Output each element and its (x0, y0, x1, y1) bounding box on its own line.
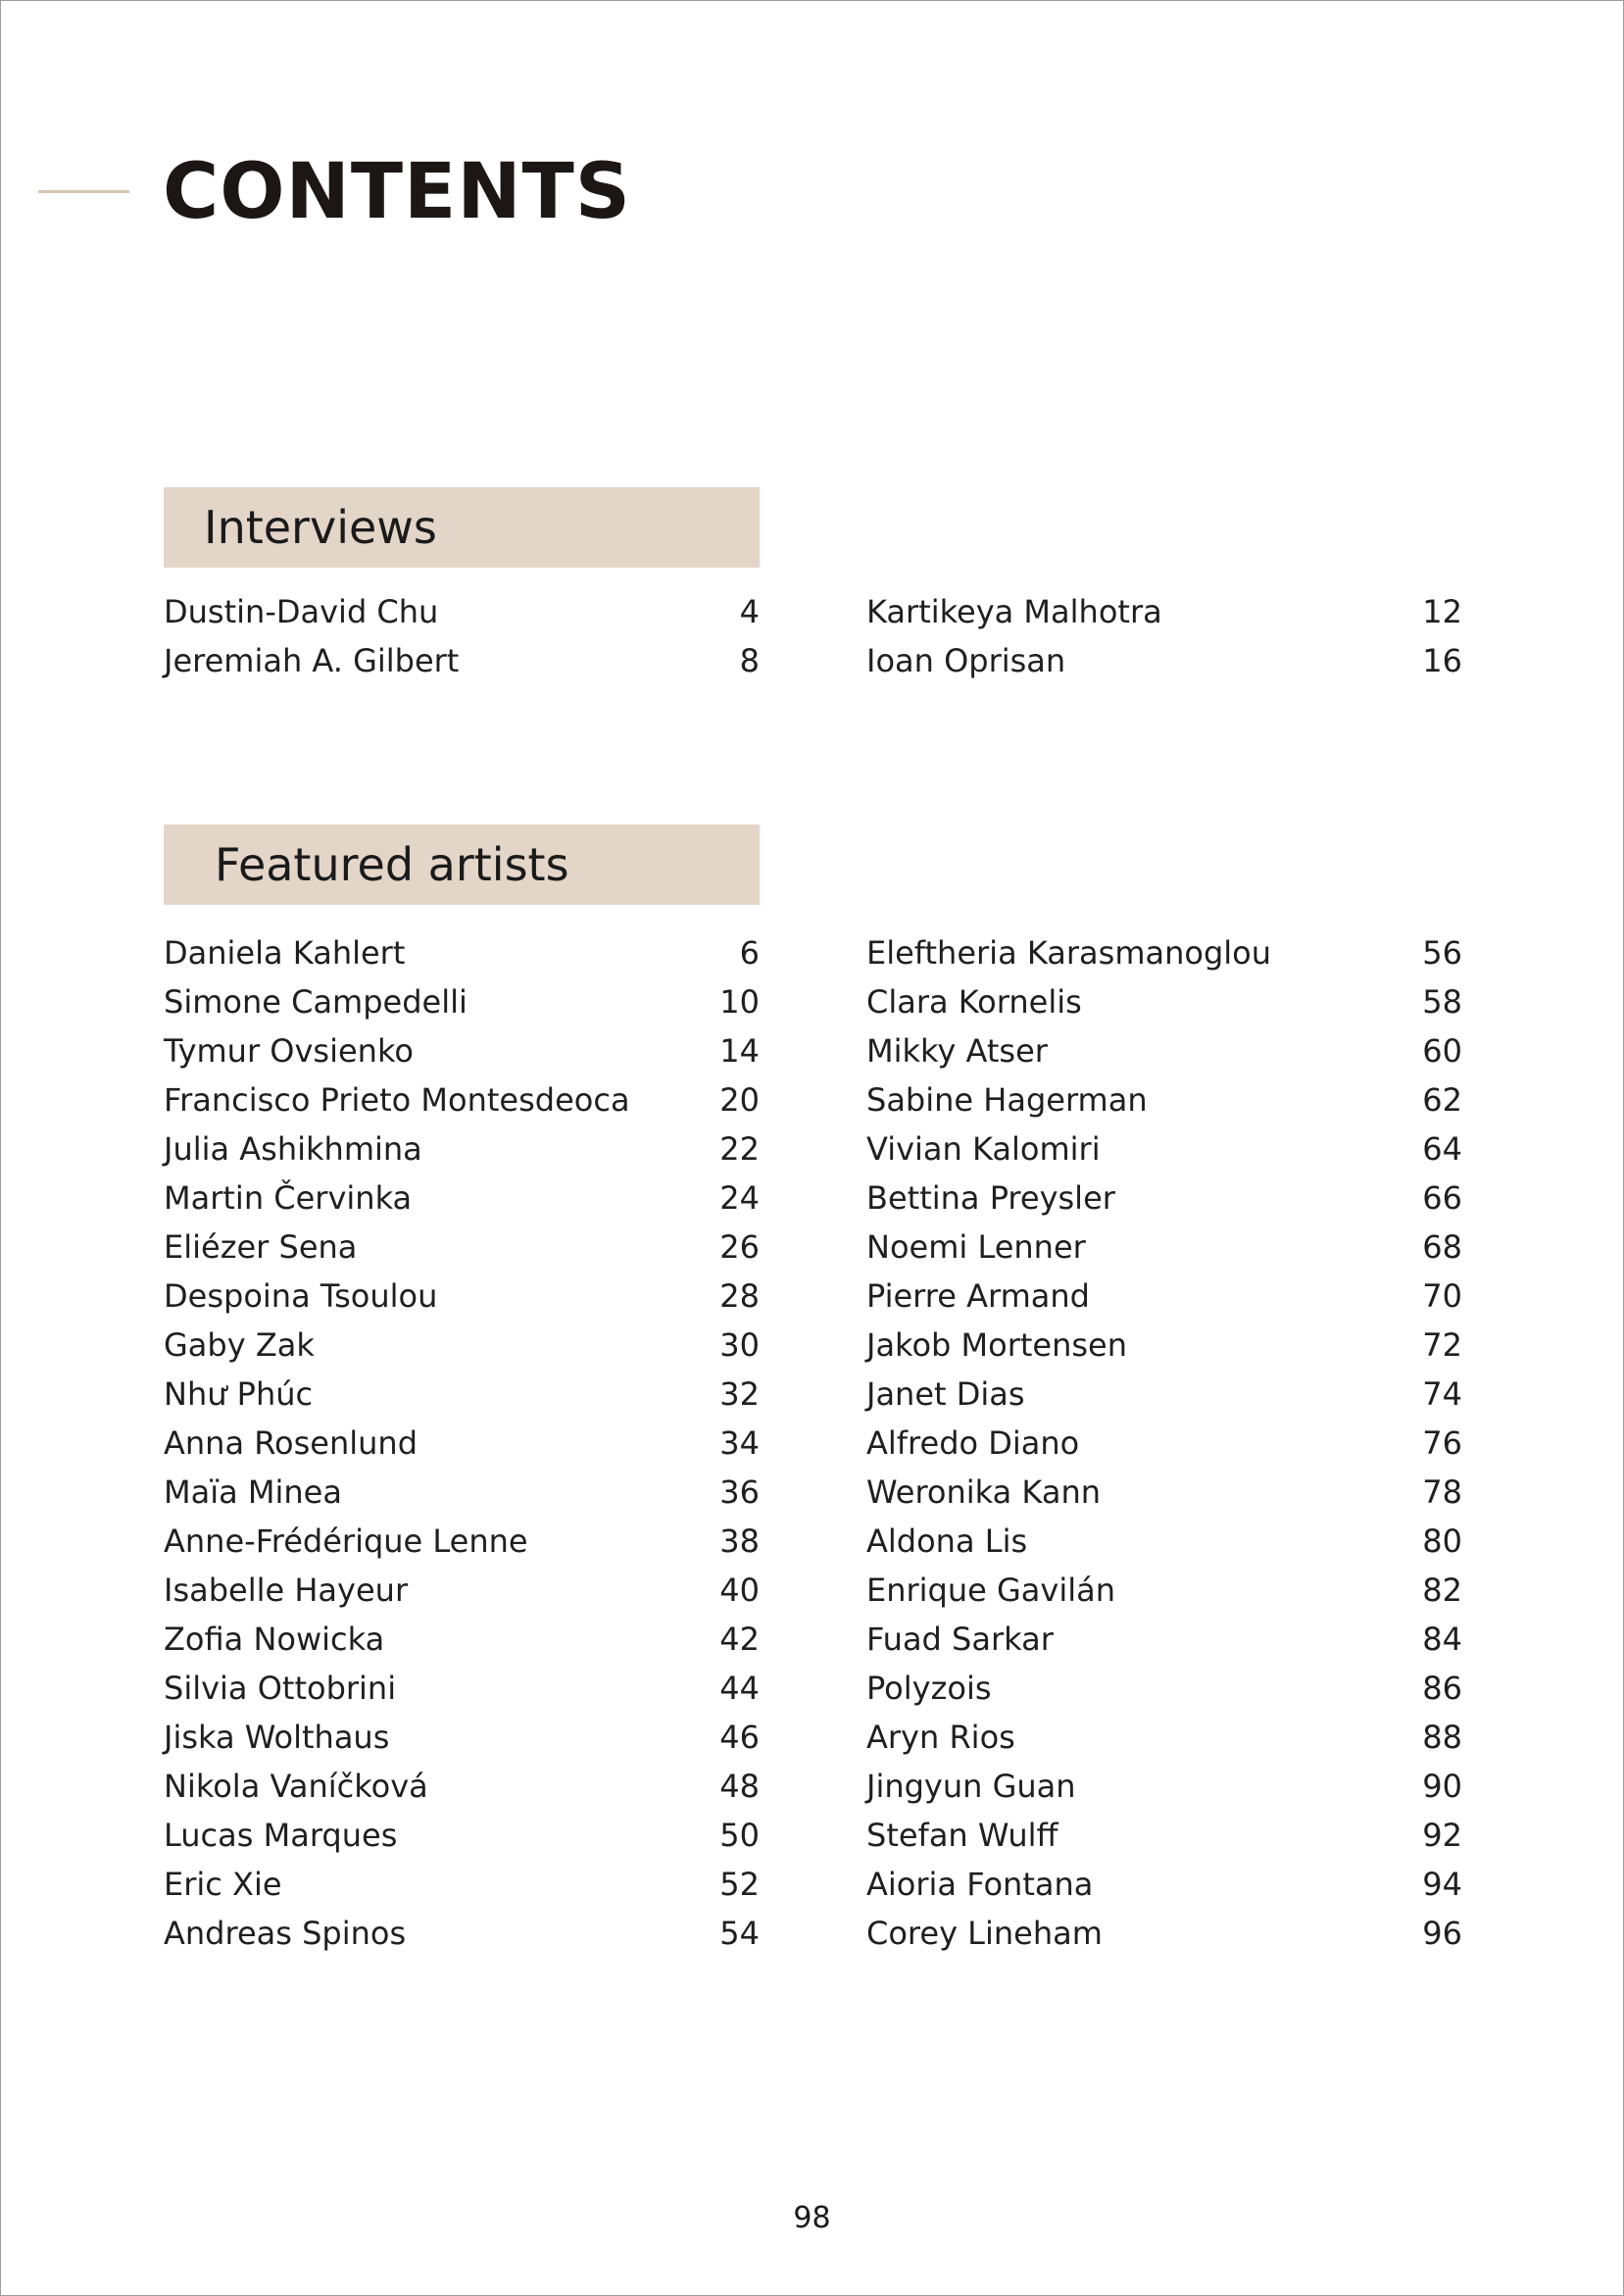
toc-entry-page: 94 (1422, 1866, 1462, 1903)
toc-entry (164, 1075, 760, 1124)
toc-entry-page: 78 (1422, 1473, 1462, 1511)
toc-entry-page: 86 (1422, 1670, 1462, 1707)
toc-entry-name: Simone Campedelli (164, 983, 468, 1021)
toc-entry (866, 1713, 1462, 1762)
toc-entry (866, 1321, 1462, 1370)
toc-entry (866, 1419, 1462, 1468)
toc-entry-name: Zofia Nowicka (164, 1621, 385, 1658)
toc-entry (866, 928, 1462, 977)
page-title: CONTENTS (163, 148, 631, 236)
toc-entry-page: 90 (1422, 1768, 1462, 1805)
toc-entry-page: 32 (719, 1375, 760, 1413)
toc-entry-page: 4 (739, 593, 760, 630)
toc-entry (164, 1713, 760, 1762)
toc-entry-page: 8 (739, 642, 760, 679)
toc-entry (866, 1517, 1462, 1566)
toc-entry-name: Anne-Frédérique Lenne (164, 1522, 528, 1560)
toc-entry-page: 10 (719, 983, 760, 1021)
toc-entry-name: Gaby Zak (164, 1326, 315, 1364)
toc-entry-page: 34 (719, 1424, 760, 1462)
toc-entry-page: 56 (1422, 934, 1462, 972)
toc-entry-page: 72 (1422, 1326, 1462, 1364)
toc-entry-name: Julia Ashikhmina (164, 1130, 422, 1168)
toc-entry (164, 1223, 760, 1272)
section-header-interviews (164, 487, 760, 568)
toc-entry-page: 60 (1422, 1032, 1462, 1070)
toc-entry (866, 1909, 1462, 1958)
toc-entry (866, 1272, 1462, 1321)
toc-entry-page: 42 (719, 1621, 760, 1658)
toc-entry (866, 1664, 1462, 1713)
toc-entry-page: 84 (1422, 1621, 1462, 1658)
toc-entry-page: 70 (1422, 1277, 1462, 1315)
toc-entry (164, 1909, 760, 1958)
toc-entry-name: Pierre Armand (866, 1277, 1090, 1315)
toc-entry-page: 52 (719, 1866, 760, 1903)
toc-entry-name: Ioan Oprisan (866, 642, 1066, 679)
toc-entry-name: Jingyun Guan (866, 1768, 1076, 1805)
toc-entry-name: Aryn Rios (866, 1719, 1015, 1756)
toc-entry-name: Stefan Wulff (866, 1817, 1058, 1854)
title-accent-rule (38, 190, 129, 193)
featured-artists-left-column (164, 928, 760, 1958)
toc-entry-page: 76 (1422, 1424, 1462, 1462)
toc-entry-name: Eleftheria Karasmanoglou (866, 934, 1272, 972)
toc-entry-name: Tymur Ovsienko (164, 1032, 414, 1070)
toc-entry-name: Noemi Lenner (866, 1228, 1086, 1266)
toc-entry-page: 28 (719, 1277, 760, 1315)
toc-entry-page: 26 (719, 1228, 760, 1266)
toc-entry (164, 1517, 760, 1566)
toc-entry (164, 1321, 760, 1370)
toc-entry-page: 22 (719, 1130, 760, 1168)
toc-entry-name: Dustin-David Chu (164, 593, 439, 630)
toc-entry-name: Như Phúc (164, 1375, 314, 1413)
section-heading: Interviews (204, 501, 437, 554)
toc-entry-name: Anna Rosenlund (164, 1424, 418, 1462)
toc-entry (866, 977, 1462, 1026)
section-heading: Featured artists (215, 838, 569, 891)
toc-entry-page: 36 (719, 1473, 760, 1511)
toc-entry-name: Despoina Tsoulou (164, 1277, 438, 1315)
toc-entry-name: Vivian Kalomiri (866, 1130, 1101, 1168)
toc-entry-page: 64 (1422, 1130, 1462, 1168)
toc-entry-name: Andreas Spinos (164, 1915, 407, 1952)
toc-entry-name: Eric Xie (164, 1866, 282, 1903)
toc-entry-name: Eliézer Sena (164, 1228, 358, 1266)
toc-entry-page: 92 (1422, 1817, 1462, 1854)
toc-entry (164, 1762, 760, 1811)
toc-entry (164, 1370, 760, 1419)
toc-entry (164, 1615, 760, 1664)
toc-entry (866, 1370, 1462, 1419)
toc-entry (866, 1223, 1462, 1272)
section-header-featured-artists (164, 824, 760, 905)
toc-entry (164, 1860, 760, 1909)
toc-entry-page: 40 (719, 1572, 760, 1609)
toc-entry-page: 96 (1422, 1915, 1462, 1952)
toc-entry (164, 636, 760, 685)
toc-entry (866, 1615, 1462, 1664)
toc-entry (164, 1811, 760, 1860)
toc-entry-name: Aioria Fontana (866, 1866, 1094, 1903)
toc-entry-name: Francisco Prieto Montesdeoca (164, 1081, 630, 1119)
toc-entry-name: Aldona Lis (866, 1522, 1028, 1560)
toc-entry-name: Martin Červinka (164, 1179, 413, 1217)
toc-entry-page: 6 (739, 934, 760, 972)
page-number: 98 (793, 2201, 831, 2235)
toc-entry (866, 1811, 1462, 1860)
toc-entry (164, 1566, 760, 1615)
interviews-right-column (866, 587, 1462, 685)
toc-entry-page: 66 (1422, 1179, 1462, 1217)
featured-artists-right-column (866, 928, 1462, 1958)
toc-entry (164, 1026, 760, 1075)
toc-entry-name: Jakob Mortensen (866, 1326, 1127, 1364)
toc-entry-name: Maïa Minea (164, 1473, 342, 1511)
toc-entry (164, 928, 760, 977)
toc-entry-page: 38 (719, 1522, 760, 1560)
toc-entry-name: Daniela Kahlert (164, 934, 406, 972)
toc-entry (164, 1272, 760, 1321)
toc-entry (866, 1173, 1462, 1223)
toc-entry (164, 587, 760, 636)
toc-entry-name: Jeremiah A. Gilbert (164, 642, 460, 679)
toc-entry-page: 14 (719, 1032, 760, 1070)
toc-entry-page: 20 (719, 1081, 760, 1119)
toc-entry-name: Kartikeya Malhotra (866, 593, 1162, 630)
toc-entry-page: 50 (719, 1817, 760, 1854)
toc-entry (866, 1860, 1462, 1909)
toc-entry (866, 636, 1462, 685)
toc-entry-page: 46 (719, 1719, 760, 1756)
toc-entry-page: 12 (1422, 593, 1462, 630)
toc-entry-name: Lucas Marques (164, 1817, 398, 1854)
toc-entry-name: Nikola Vaníčková (164, 1768, 428, 1805)
toc-entry-name: Clara Kornelis (866, 983, 1082, 1021)
toc-entry-name: Fuad Sarkar (866, 1621, 1054, 1658)
toc-entry-page: 82 (1422, 1572, 1462, 1609)
toc-entry-page: 62 (1422, 1081, 1462, 1119)
toc-entry-name: Corey Lineham (866, 1915, 1103, 1952)
toc-entry-name: Polyzois (866, 1670, 992, 1707)
interviews-left-column (164, 587, 760, 685)
toc-entry-page: 24 (719, 1179, 760, 1217)
toc-entry (164, 977, 760, 1026)
toc-entry-name: Enrique Gavilán (866, 1572, 1116, 1609)
toc-entry (866, 1566, 1462, 1615)
toc-entry-page: 80 (1422, 1522, 1462, 1560)
toc-entry-page: 44 (719, 1670, 760, 1707)
toc-entry (164, 1124, 760, 1173)
toc-entry-name: Alfredo Diano (866, 1424, 1080, 1462)
toc-entry (164, 1419, 760, 1468)
toc-entry-name: Bettina Preysler (866, 1179, 1115, 1217)
toc-entry (866, 1124, 1462, 1173)
toc-entry-page: 16 (1422, 642, 1462, 679)
toc-entry-name: Mikky Atser (866, 1032, 1048, 1070)
toc-entry-name: Isabelle Hayeur (164, 1572, 409, 1609)
toc-entry-name: Jiska Wolthaus (164, 1719, 390, 1756)
toc-entry-page: 30 (719, 1326, 760, 1364)
toc-entry-page: 68 (1422, 1228, 1462, 1266)
toc-entry (164, 1173, 760, 1223)
toc-entry (164, 1664, 760, 1713)
toc-entry-name: Sabine Hagerman (866, 1081, 1148, 1119)
toc-entry-page: 54 (719, 1915, 760, 1952)
toc-entry-page: 88 (1422, 1719, 1462, 1756)
toc-entry (866, 1075, 1462, 1124)
toc-entry-page: 58 (1422, 983, 1462, 1021)
toc-entry (866, 1026, 1462, 1075)
toc-entry-page: 74 (1422, 1375, 1462, 1413)
toc-entry (164, 1468, 760, 1517)
toc-entry (866, 1468, 1462, 1517)
toc-entry (866, 587, 1462, 636)
toc-entry-page: 48 (719, 1768, 760, 1805)
toc-entry-name: Janet Dias (866, 1375, 1025, 1413)
toc-entry-name: Silvia Ottobrini (164, 1670, 397, 1707)
toc-entry-name: Weronika Kann (866, 1473, 1101, 1511)
toc-entry (866, 1762, 1462, 1811)
